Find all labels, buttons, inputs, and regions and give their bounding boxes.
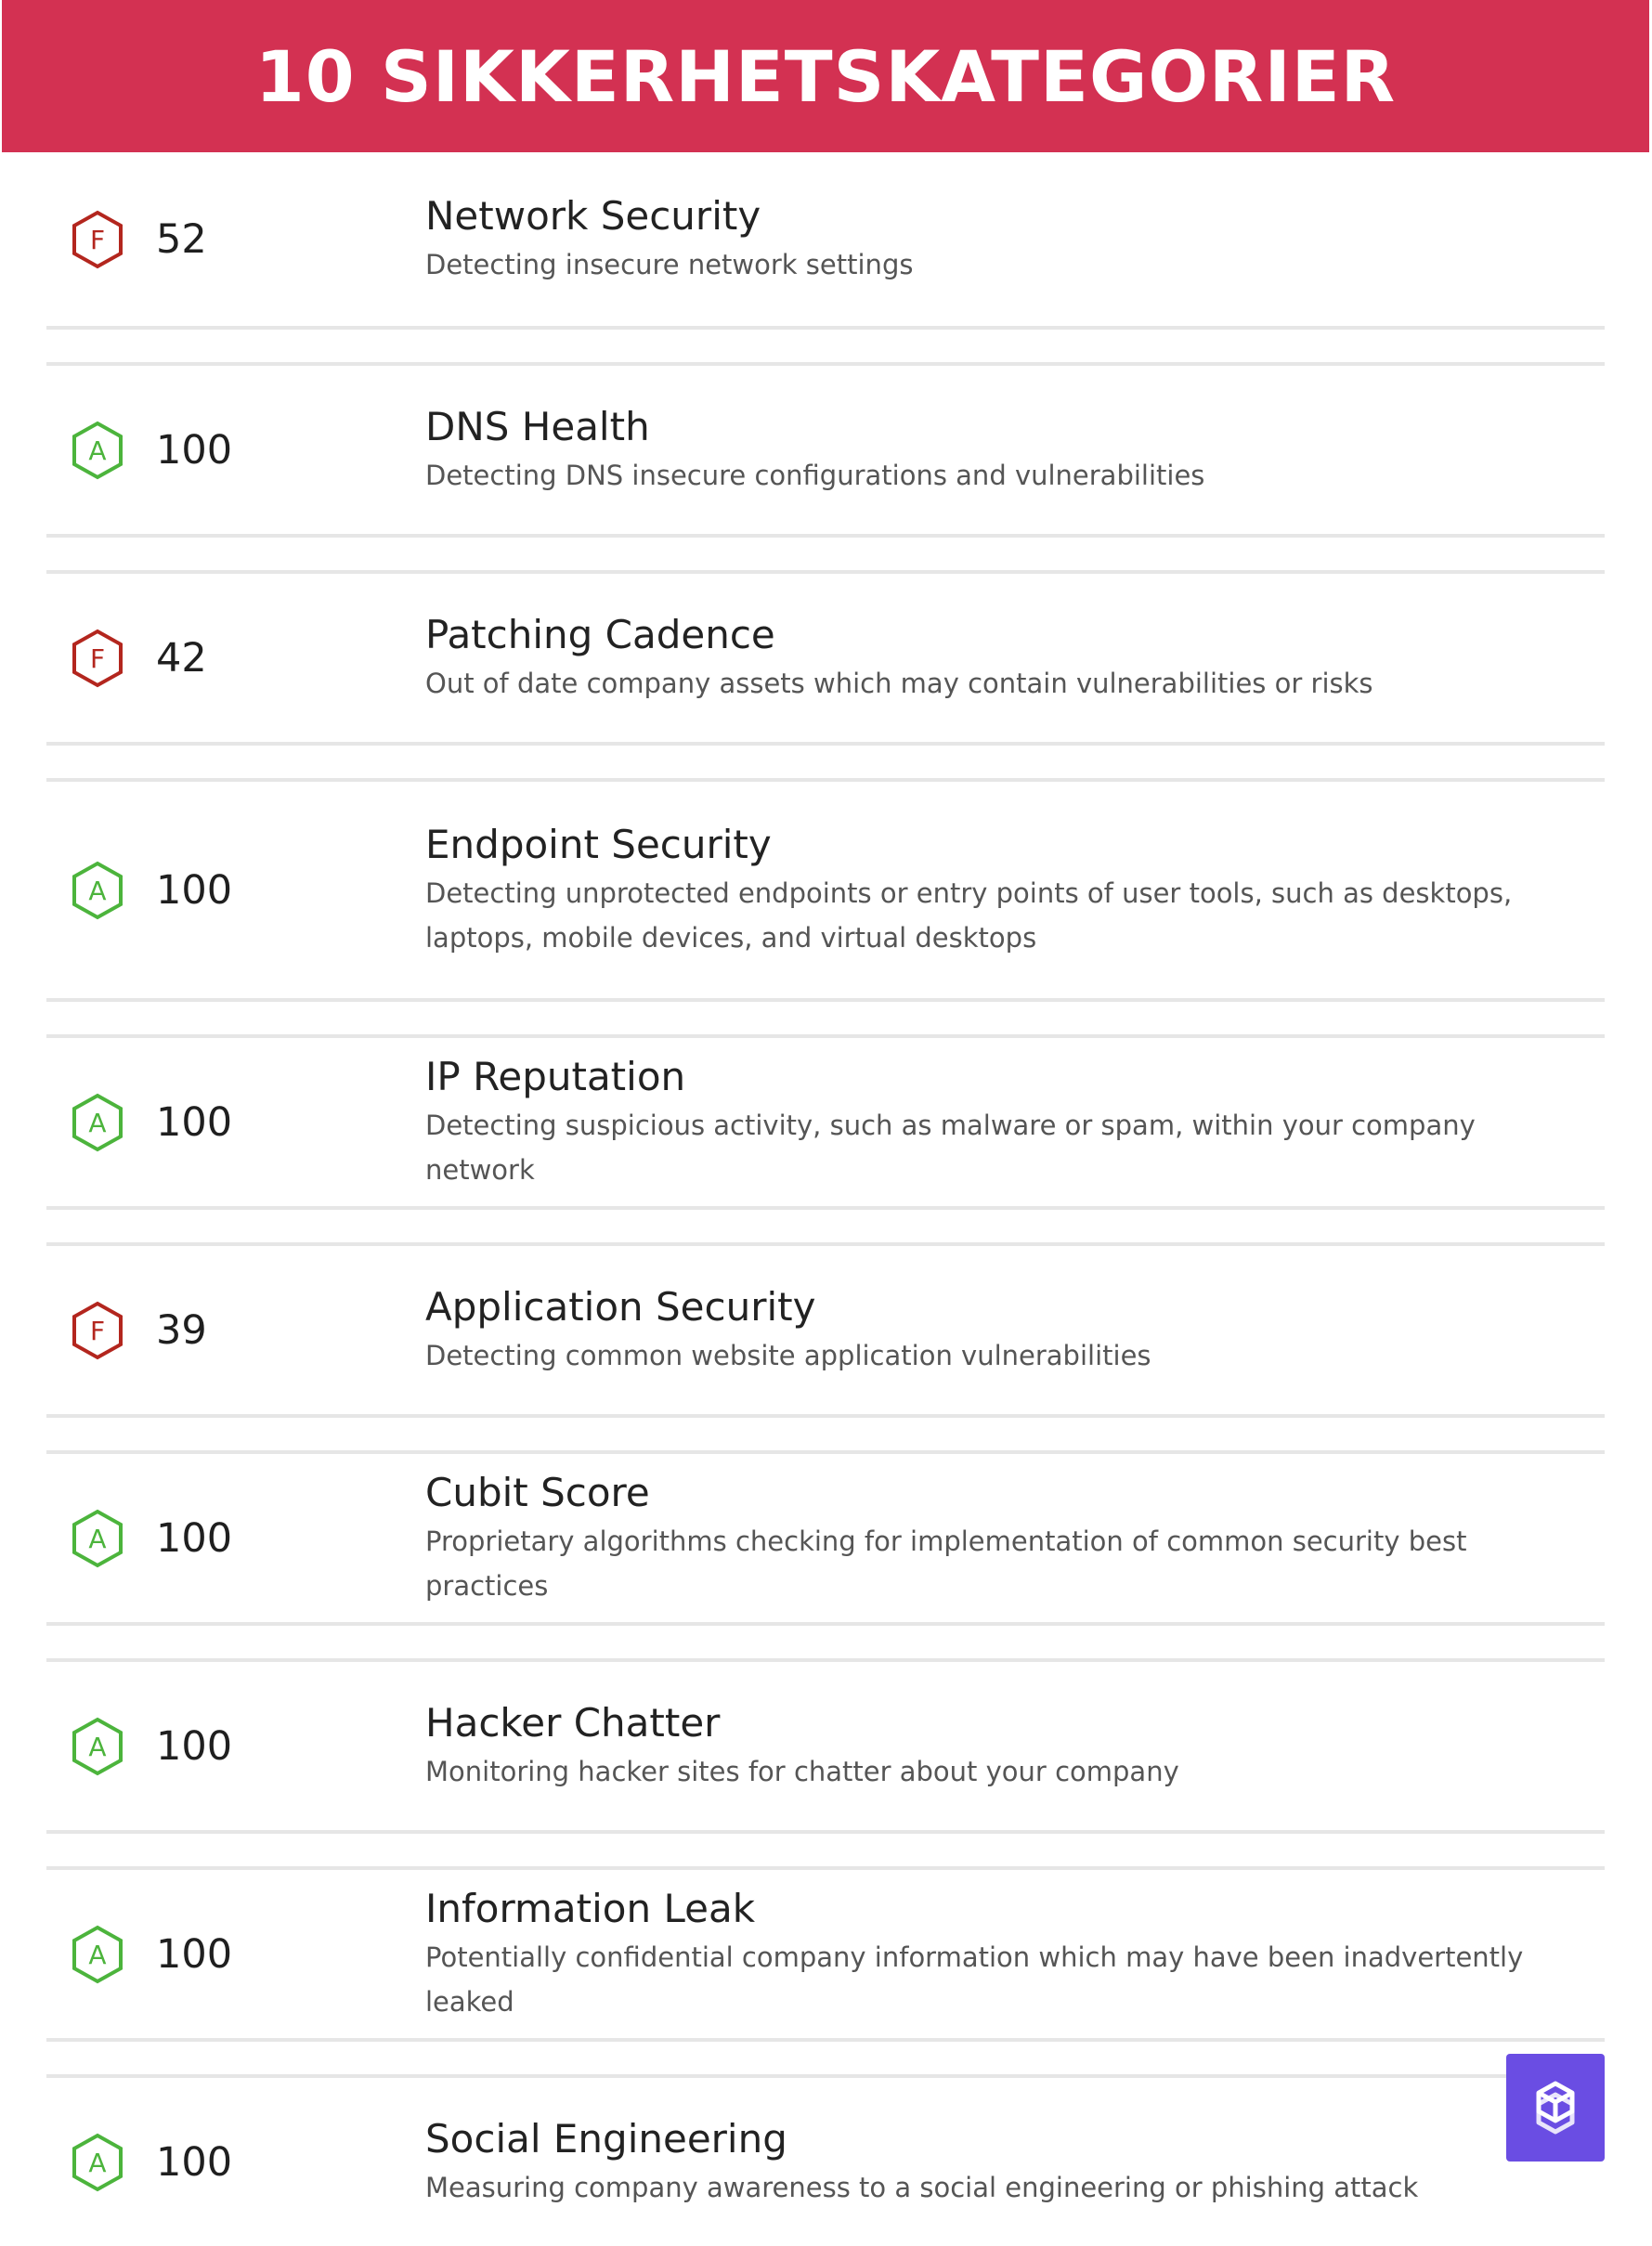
category-title: IP Reputation: [425, 1053, 686, 1099]
svg-text:A: A: [88, 875, 107, 906]
category-description: Proprietary algorithms checking for implementation of common security best practices: [425, 1525, 1467, 1602]
category-score: 100: [156, 1098, 233, 1146]
grade-badge-icon: [71, 210, 124, 269]
grade-badge-icon: [71, 861, 124, 920]
category-description: Detecting common website application vulnerabilities: [425, 1339, 1151, 1371]
category-score: 39: [156, 1306, 207, 1354]
page-title: 10 SIKKERHETSKATEGORIER: [254, 34, 1397, 118]
svg-text:F: F: [89, 643, 106, 674]
category-title: Social Engineering: [425, 2115, 787, 2162]
category-score: 52: [156, 215, 207, 263]
category-row-endpoint-security: [46, 778, 1605, 1002]
category-description: Detecting insecure network settings: [425, 248, 914, 280]
grade-badge-icon: [71, 421, 124, 480]
category-row-cubit-score: [46, 1450, 1605, 1626]
svg-text:A: A: [88, 2147, 107, 2178]
category-description: Measuring company awareness to a social engineering or phishing attack: [425, 2171, 1419, 2203]
category-score: 100: [156, 1514, 233, 1562]
category-description: Potentially confidential company information which may have been inadvertently leaked: [425, 1941, 1524, 2018]
grade-badge-icon: [71, 1925, 124, 1984]
page-header: [2, 0, 1649, 152]
category-row-network-security: [46, 152, 1605, 330]
category-row-social-engineering: [46, 2074, 1605, 2246]
category-title: DNS Health: [425, 403, 650, 449]
category-title: Network Security: [425, 192, 761, 239]
svg-text:A: A: [88, 1523, 107, 1554]
category-description: Detecting suspicious activity, such as malware or spam, within your company network: [425, 1109, 1476, 1186]
category-score: 100: [156, 866, 233, 914]
category-row-information-leak: [46, 1866, 1605, 2042]
category-score: 100: [156, 426, 233, 474]
grade-badge-icon: [71, 1509, 124, 1568]
category-description: Detecting DNS insecure configurations and vulnerabilities: [425, 459, 1205, 491]
category-title: Hacker Chatter: [425, 1699, 721, 1746]
svg-text:F: F: [89, 224, 106, 255]
grade-badge-icon: [71, 2133, 124, 2192]
svg-text:A: A: [88, 1939, 107, 1970]
grade-badge-icon: [71, 1301, 124, 1360]
category-title: Application Security: [425, 1283, 816, 1330]
category-score: 100: [156, 1930, 233, 1978]
category-list: [46, 152, 1605, 2246]
category-title: Endpoint Security: [425, 821, 772, 867]
svg-text:A: A: [88, 1731, 107, 1762]
category-description: Detecting unprotected endpoints or entry points of user tools, such as desktops, laptops, mobile devices, and virtual desktops: [425, 876, 1513, 954]
grade-badge-icon: [71, 1093, 124, 1152]
category-score: 100: [156, 1722, 233, 1770]
category-score: 100: [156, 2138, 233, 2186]
svg-text:A: A: [88, 1107, 107, 1138]
category-row-application-security: [46, 1242, 1605, 1418]
openai-logo-icon: [1526, 2078, 1585, 2137]
category-score: 42: [156, 634, 207, 682]
category-row-hacker-chatter: [46, 1658, 1605, 1834]
category-title: Cubit Score: [425, 1469, 650, 1515]
grade-badge-icon: [71, 1717, 124, 1776]
svg-text:A: A: [88, 435, 107, 466]
category-title: Patching Cadence: [425, 611, 775, 657]
category-row-ip-reputation: [46, 1034, 1605, 1210]
category-description: Monitoring hacker sites for chatter about your company: [425, 1755, 1179, 1787]
assistant-button[interactable]: [1506, 2054, 1605, 2162]
category-title: Information Leak: [425, 1885, 756, 1931]
category-description: Out of date company assets which may contain vulnerabilities or risks: [425, 667, 1373, 699]
category-row-dns-health: [46, 362, 1605, 538]
grade-badge-icon: [71, 629, 124, 688]
svg-text:F: F: [89, 1315, 106, 1346]
category-row-patching-cadence: [46, 570, 1605, 746]
